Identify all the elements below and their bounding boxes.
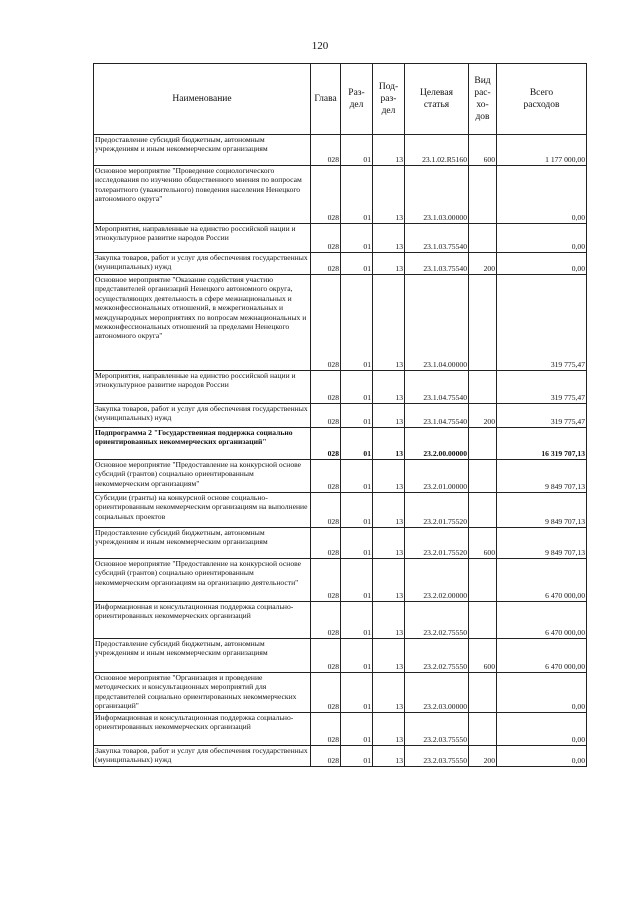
cell-name: Основное мероприятие "Организация и проведение методических и консультационных мероприятий для представителей социально ориентированных некоммерческих организаций" — [94, 673, 311, 713]
cell-celevaya: 23.2.01.75520 — [405, 528, 469, 559]
cell-vid: 600 — [469, 639, 497, 673]
cell-glava: 028 — [311, 460, 341, 493]
cell-podrazdel: 13 — [373, 166, 405, 224]
cell-glava: 028 — [311, 224, 341, 253]
cell-vsego: 319 775,47 — [497, 404, 587, 428]
cell-glava: 028 — [311, 371, 341, 404]
header-vsego: Всего расходов — [497, 64, 587, 135]
cell-vsego: 16 319 707,13 — [497, 428, 587, 460]
cell-celevaya: 23.1.03.75540 — [405, 224, 469, 253]
table-row — [94, 713, 587, 746]
table-row — [94, 673, 587, 713]
cell-vid: 600 — [469, 528, 497, 559]
cell-vid — [469, 166, 497, 224]
table-row — [94, 559, 587, 602]
cell-razdel: 01 — [341, 559, 373, 602]
cell-vsego: 9 849 707,13 — [497, 460, 587, 493]
cell-razdel: 01 — [341, 493, 373, 528]
header-vid: Вид рас- хо- дов — [469, 64, 497, 135]
table-row — [94, 166, 587, 224]
cell-celevaya: 23.1.04.75540 — [405, 404, 469, 428]
table-row — [94, 602, 587, 639]
cell-podrazdel: 13 — [373, 713, 405, 746]
cell-razdel: 01 — [341, 460, 373, 493]
cell-vsego: 0,00 — [497, 253, 587, 275]
cell-vsego: 0,00 — [497, 746, 587, 767]
cell-vsego: 9 849 707,13 — [497, 493, 587, 528]
cell-razdel: 01 — [341, 602, 373, 639]
cell-podrazdel: 13 — [373, 371, 405, 404]
cell-razdel: 01 — [341, 673, 373, 713]
cell-celevaya: 23.1.03.75540 — [405, 253, 469, 275]
cell-razdel: 01 — [341, 371, 373, 404]
cell-name: Подпрограмма 2 "Государственная поддержка социально ориентированных некоммерческих организаций" — [94, 428, 311, 460]
cell-celevaya: 23.1.04.75540 — [405, 371, 469, 404]
budget-table — [93, 63, 587, 767]
cell-glava: 028 — [311, 602, 341, 639]
cell-glava: 028 — [311, 559, 341, 602]
table-row — [94, 253, 587, 275]
cell-glava: 028 — [311, 673, 341, 713]
cell-vsego: 0,00 — [497, 166, 587, 224]
cell-podrazdel: 13 — [373, 404, 405, 428]
cell-glava: 028 — [311, 746, 341, 767]
cell-glava: 028 — [311, 166, 341, 224]
cell-vid — [469, 602, 497, 639]
cell-razdel: 01 — [341, 428, 373, 460]
cell-name: Предоставление субсидий бюджетным, автономным учреждениям и иным некоммерческим организациям — [94, 135, 311, 166]
cell-name: Субсидии (гранты) на конкурсной основе социально-ориентированным некоммерческим организациям на выполнение социальных проектов — [94, 493, 311, 528]
table-row — [94, 135, 587, 166]
cell-vid — [469, 673, 497, 713]
cell-podrazdel: 13 — [373, 493, 405, 528]
cell-razdel: 01 — [341, 404, 373, 428]
cell-podrazdel: 13 — [373, 746, 405, 767]
cell-name: Закупка товаров, работ и услуг для обеспечения государственных (муниципальных) нужд — [94, 746, 311, 767]
cell-glava: 028 — [311, 713, 341, 746]
cell-name: Предоставление субсидий бюджетным, автономным учреждениям и иным некоммерческим организациям — [94, 528, 311, 559]
cell-celevaya: 23.1.04.00000 — [405, 275, 469, 371]
table-row — [94, 224, 587, 253]
table-row — [94, 404, 587, 428]
table-row — [94, 528, 587, 559]
cell-podrazdel: 13 — [373, 428, 405, 460]
cell-name: Закупка товаров, работ и услуг для обеспечения государственных (муниципальных) нужд — [94, 253, 311, 275]
cell-vid — [469, 371, 497, 404]
cell-razdel: 01 — [341, 713, 373, 746]
cell-podrazdel: 13 — [373, 275, 405, 371]
table-row — [94, 428, 587, 460]
cell-podrazdel: 13 — [373, 639, 405, 673]
cell-glava: 028 — [311, 639, 341, 673]
cell-razdel: 01 — [341, 253, 373, 275]
cell-celevaya: 23.2.02.00000 — [405, 559, 469, 602]
cell-podrazdel: 13 — [373, 253, 405, 275]
cell-vid: 600 — [469, 135, 497, 166]
cell-glava: 028 — [311, 275, 341, 371]
cell-vid: 200 — [469, 253, 497, 275]
table-row — [94, 746, 587, 767]
header-podrazdel: Под- раз- дел — [373, 64, 405, 135]
cell-vsego: 6 470 000,00 — [497, 559, 587, 602]
cell-podrazdel: 13 — [373, 135, 405, 166]
cell-name: Мероприятия, направленные на единство российской нации и этнокультурное развитие народов России — [94, 224, 311, 253]
cell-celevaya: 23.2.03.00000 — [405, 673, 469, 713]
header-celevaya: Целевая статья — [405, 64, 469, 135]
table-row — [94, 275, 587, 371]
cell-razdel: 01 — [341, 746, 373, 767]
cell-razdel: 01 — [341, 166, 373, 224]
cell-celevaya: 23.2.03.75550 — [405, 713, 469, 746]
cell-glava: 028 — [311, 428, 341, 460]
cell-vid — [469, 275, 497, 371]
cell-name: Предоставление субсидий бюджетным, автономным учреждениям и иным некоммерческим организациям — [94, 639, 311, 673]
cell-glava: 028 — [311, 135, 341, 166]
table-row — [94, 493, 587, 528]
cell-glava: 028 — [311, 493, 341, 528]
cell-name: Закупка товаров, работ и услуг для обеспечения государственных (муниципальных) нужд — [94, 404, 311, 428]
cell-name: Мероприятия, направленные на единство российской нации и этнокультурное развитие народов России — [94, 371, 311, 404]
page-number: 120 — [311, 40, 329, 52]
cell-vid: 200 — [469, 746, 497, 767]
cell-celevaya: 23.1.03.00000 — [405, 166, 469, 224]
header-razdel: Раз- дел — [341, 64, 373, 135]
cell-podrazdel: 13 — [373, 602, 405, 639]
cell-celevaya: 23.2.03.75550 — [405, 746, 469, 767]
cell-name: Информационная и консультационная поддержка социально-ориентированных некоммерческих организаций — [94, 713, 311, 746]
cell-name: Основное мероприятие "Предоставление на конкурсной основе субсидий (грантов) социально ориентированным некоммерческим организациям" — [94, 460, 311, 493]
cell-podrazdel: 13 — [373, 224, 405, 253]
cell-name: Основное мероприятие "Проведение социологического исследования по изучению общественного мнения по вопросам толерантного (уважительного) поведения населения Ненецкого автономного округа" — [94, 166, 311, 224]
cell-vid — [469, 713, 497, 746]
cell-razdel: 01 — [341, 135, 373, 166]
cell-glava: 028 — [311, 253, 341, 275]
table-row — [94, 460, 587, 493]
cell-celevaya: 23.2.00.00000 — [405, 428, 469, 460]
cell-razdel: 01 — [341, 639, 373, 673]
cell-vsego: 1 177 000,00 — [497, 135, 587, 166]
cell-name: Информационная и консультационная поддержка социально-ориентированных некоммерческих организаций — [94, 602, 311, 639]
cell-podrazdel: 13 — [373, 528, 405, 559]
cell-razdel: 01 — [341, 275, 373, 371]
cell-celevaya: 23.2.02.75550 — [405, 602, 469, 639]
header-name: Наименование — [94, 64, 311, 135]
cell-glava: 028 — [311, 528, 341, 559]
cell-razdel: 01 — [341, 528, 373, 559]
cell-vid — [469, 493, 497, 528]
cell-podrazdel: 13 — [373, 559, 405, 602]
cell-name: Основное мероприятие "Предоставление на конкурсной основе субсидий (грантов) социально ориентированным некоммерческим организациям на организацию деятельности" — [94, 559, 311, 602]
cell-vsego: 6 470 000,00 — [497, 639, 587, 673]
cell-vsego: 0,00 — [497, 673, 587, 713]
cell-glava: 028 — [311, 404, 341, 428]
cell-vsego: 9 849 707,13 — [497, 528, 587, 559]
cell-vsego: 319 775,47 — [497, 371, 587, 404]
cell-vid — [469, 224, 497, 253]
cell-podrazdel: 13 — [373, 460, 405, 493]
cell-celevaya: 23.2.01.00000 — [405, 460, 469, 493]
cell-vsego: 0,00 — [497, 713, 587, 746]
table-header-row — [94, 64, 587, 135]
cell-celevaya: 23.1.02.R5160 — [405, 135, 469, 166]
cell-vsego: 6 470 000,00 — [497, 602, 587, 639]
cell-celevaya: 23.2.01.75520 — [405, 493, 469, 528]
cell-vsego: 319 775,47 — [497, 275, 587, 371]
table-row — [94, 639, 587, 673]
header-glava: Глава — [311, 64, 341, 135]
table-row — [94, 371, 587, 404]
cell-vid — [469, 460, 497, 493]
cell-vid — [469, 428, 497, 460]
cell-podrazdel: 13 — [373, 673, 405, 713]
cell-vid — [469, 559, 497, 602]
cell-vsego: 0,00 — [497, 224, 587, 253]
cell-vid: 200 — [469, 404, 497, 428]
cell-name: Основное мероприятие "Оказание содействия участию представителей организаций Ненецкого автономного округа, осуществляющих деятельность в сфере межнациональных и межконфессиональных отношений, в межрегиональных и международных мероприятиях по вопросам межнациональных и межконфессиональных отношений за пределами Ненецкого автономного округа" — [94, 275, 311, 371]
cell-razdel: 01 — [341, 224, 373, 253]
cell-celevaya: 23.2.02.75550 — [405, 639, 469, 673]
